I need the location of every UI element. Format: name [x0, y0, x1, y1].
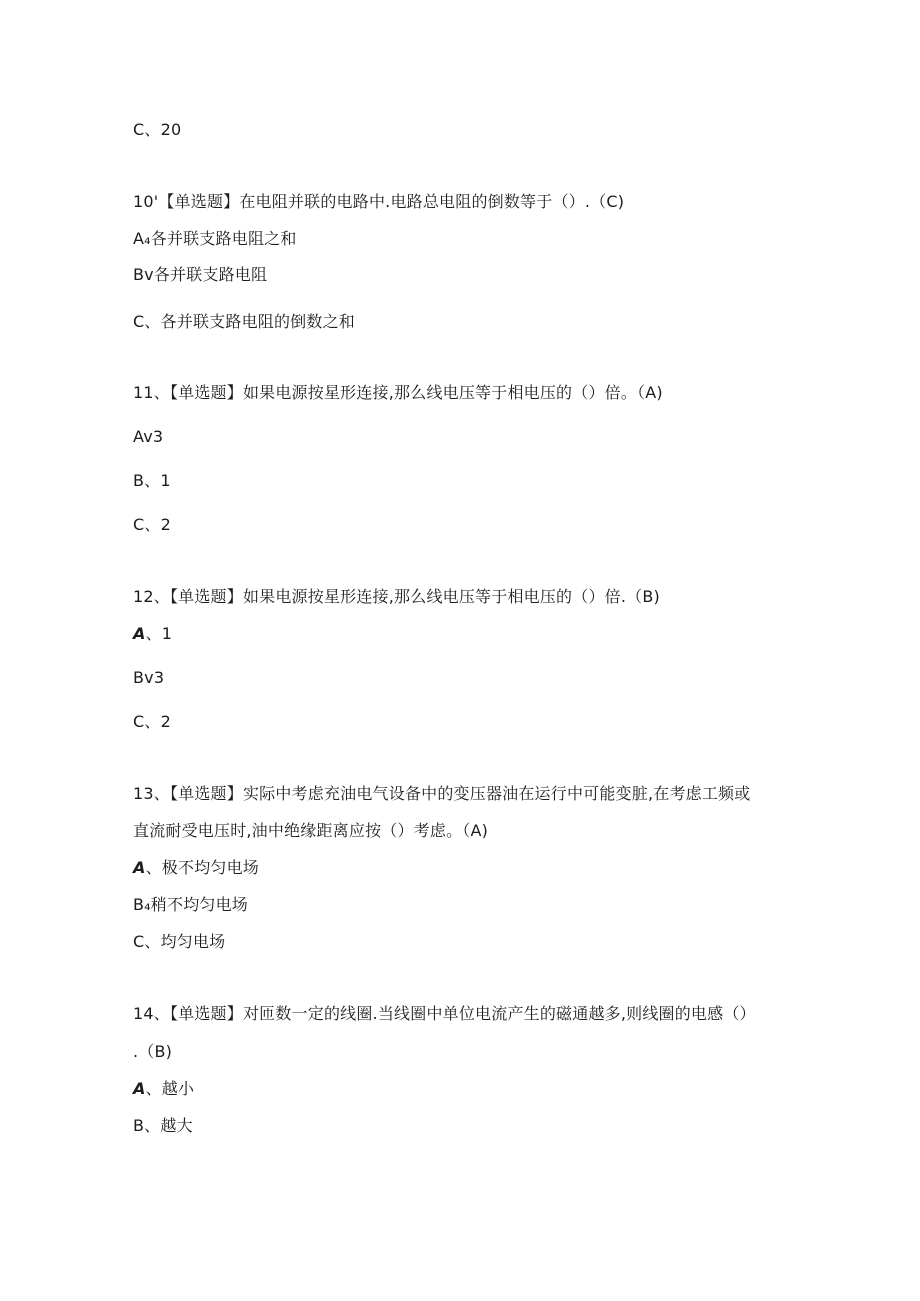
- q12-option-c: C、2: [133, 712, 171, 731]
- q14-question-line1: 14、【单选题】对匝数一定的线圈.当线圈中单位电流产生的磁通越多,则线圈的电感（）: [133, 1004, 756, 1023]
- q11-option-a: Av3: [133, 427, 164, 446]
- option-letter: A: [133, 624, 146, 643]
- q13-question-line2: 直流耐受电压时,油中绝缘距离应按（）考虑。（A): [133, 821, 489, 840]
- q14-option-b: B、越大: [133, 1116, 193, 1135]
- option-letter: A: [133, 1079, 146, 1098]
- q12-option-a: [133, 624, 172, 644]
- q13-option-a: [133, 858, 259, 878]
- q14-option-a: [133, 1079, 194, 1099]
- option-letter: A: [133, 858, 146, 877]
- q11-option-c: C、2: [133, 515, 171, 534]
- q10-question: 10'【单选题】在电阻并联的电路中.电路总电阻的倒数等于（）.（C): [133, 192, 625, 211]
- q11-question: 11、【单选题】如果电源按星形连接,那么线电压等于相电压的（）倍。（A): [133, 383, 663, 402]
- q13-option-c: C、均匀电场: [133, 932, 226, 951]
- q9-option-c: C、20: [133, 120, 182, 139]
- q10-option-b: Bv各并联支路电阻: [133, 265, 268, 284]
- q13-question-line1: 13、【单选题】实际中考虑充油电气设备中的变压器油在运行中可能变脏,在考虑工频或: [133, 784, 751, 803]
- q13-option-b: B₄稍不均匀电场: [133, 895, 248, 914]
- q12-question: 12、【单选题】如果电源按星形连接,那么线电压等于相电压的（）倍.（B): [133, 587, 660, 606]
- option-text: 、1: [145, 624, 173, 643]
- option-text: 、越小: [145, 1079, 195, 1098]
- q11-option-b: B、1: [133, 471, 171, 490]
- option-text: 、极不均匀电场: [145, 858, 259, 877]
- q10-option-c: C、各并联支路电阻的倒数之和: [133, 312, 355, 331]
- q12-option-b: Bv3: [133, 668, 165, 687]
- q14-question-line2: .（B): [133, 1042, 173, 1061]
- q10-option-a: A₄各并联支路电阻之和: [133, 229, 297, 248]
